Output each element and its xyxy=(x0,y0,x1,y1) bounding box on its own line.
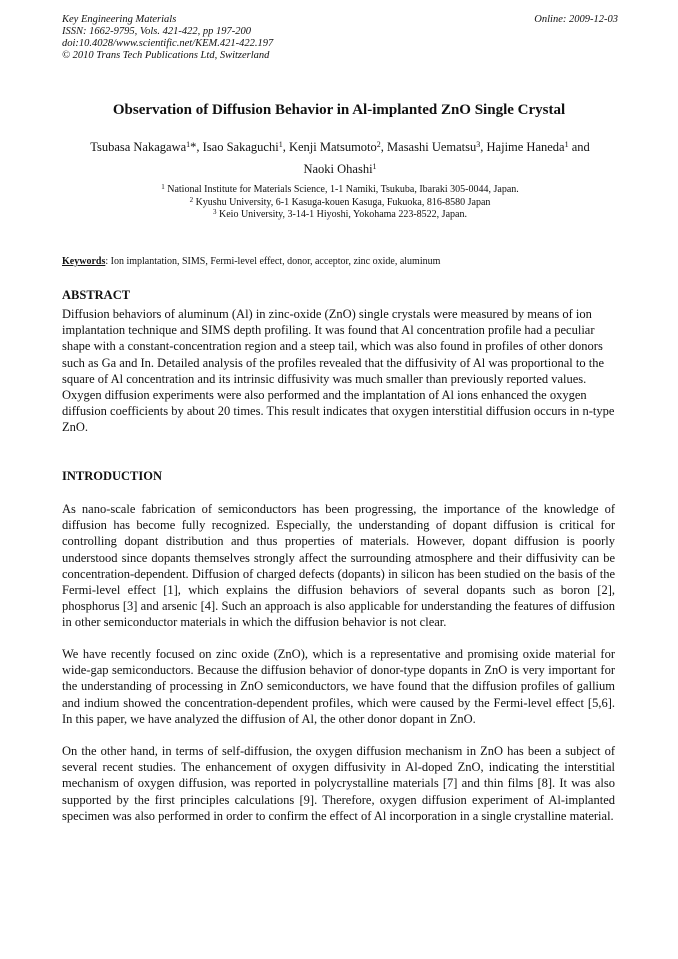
author: Tsubasa Nakagawa$^1$*, xyxy=(90,140,203,154)
online-date: Online: 2009-12-03 xyxy=(534,14,618,25)
affiliation: $^3$ Keio University, 3-14-1 Hiyoshi, Yokohama 223-8522, Japan. xyxy=(213,208,467,220)
introduction-heading: INTRODUCTION xyxy=(62,469,163,483)
intro-paragraph-2: We have recently focused on zinc oxide (ZnO), which is a representative and promising oxide material for wide-gap semiconductors. Because the diffusion behavior of donor-type dopants in ZnO is very important for the understanding of processing in ZnO semiconductors, we have found that the diffusion profiles of gallium and indium showed the concentration-dependent profiles, which were caused by the Fermi-level effect [5,6]. In this paper, we have analyzed the diffusion of Al, the other donor dopant in ZnO. xyxy=(62,647,615,726)
author-list xyxy=(62,136,618,180)
intro-paragraph-3: On the other hand, in terms of self-diffusion, the oxygen diffusion mechanism in ZnO has been a subject of several recent studies. The enhancement of oxygen diffusivity in Al-doped ZnO, indicating the interstitial mechanism of oxygen diffusion, was reported in polycrystalline materials [7] and thin films [8]. It was also supported by the first principles calculations [9]. Therefore, oxygen diffusion experiment of Al-implanted specimen was also performed in order to confirm the effect of Al incorporation in a single crystalline material. xyxy=(62,744,615,823)
intro-paragraph-1: As nano-scale fabrication of semiconductors has been progressing, the importance of the knowledge of diffusion has become fully recognized. Especially, the understanding of dopant diffusion is critical for controlling dopant distribution and thus properties of materials. However, dopant diffusion is poorly understood since dopants themselves strongly affect the surrounding atmosphere and their diffusivity can be concentration-dependent. Diffusion of charged defects (dopants) in silicon has been studied on the basis of the Fermi-level effect [1], which explains the diffusion behaviors of several dopants such as boron [2], phosphorus [3] and arsenic [4]. Such an approach is also applicable for understanding the features of diffusion in other semiconductor materials in which the diffusion behavior is not clear. xyxy=(62,502,615,630)
author: Naoki Ohashi$^1$ xyxy=(303,162,377,176)
journal-name: Key Engineering Materials xyxy=(62,14,177,25)
author: Hajime Haneda$^1$ and xyxy=(486,140,590,154)
author: Kenji Matsumoto$^2$, xyxy=(288,140,388,154)
keywords-label: Keywords xyxy=(62,256,106,267)
journal-copyright: © 2010 Trans Tech Publications Ltd, Switzerland xyxy=(62,50,270,61)
abstract-heading: ABSTRACT xyxy=(62,288,131,302)
paper-title: Observation of Diffusion Behavior in Al-implanted ZnO Single Crystal xyxy=(112,102,566,118)
affiliation: $^2$ Kyushu University, 6-1 Kasuga-kouen Kasuga, Fukuoka, 816-8580 Japan xyxy=(189,195,491,208)
abstract-text: Diffusion behaviors of aluminum (Al) in zinc-oxide (ZnO) single crystals were measured by means of ion implantation technique and SIMS depth profiling. It was found that Al concentration profile had a peculiar shape with a constant-concentration region and a steep tail, which was also found in profiles of other donors such as Ga and In. Detailed analysis of the profiles revealed that the diffusivity of Al was proportional to the square of Al concentration and its intrinsic diffusivity was much smaller than previously reported values. Oxygen diffusion experiments were also performed and the implantation of Al ions enhanced the oxygen diffusion coefficients by about 20 times. This result indicates that oxygen interstitial diffusion occurs in n-type ZnO. xyxy=(62,307,615,435)
affiliation: $^1$ National Institute for Materials Science, 1-1 Namiki, Tsukuba, Ibaraki 305-0044, Japan. xyxy=(161,183,519,195)
keywords-line xyxy=(62,255,622,268)
author: Masashi Uematsu$^3$, xyxy=(387,140,487,154)
journal-issn: ISSN: 1662-9795, Vols. 421-422, pp 197-200 xyxy=(62,26,251,37)
affiliation-list xyxy=(62,184,618,222)
keywords-text: : Ion implantation, SIMS, Fermi-level effect, donor, acceptor, zinc oxide, aluminum xyxy=(105,256,441,267)
author: Isao Sakaguchi$^1$, xyxy=(202,140,289,154)
journal-header xyxy=(62,14,618,62)
journal-doi: doi:10.4028/www.scientific.net/KEM.421-422.197 xyxy=(62,38,274,49)
